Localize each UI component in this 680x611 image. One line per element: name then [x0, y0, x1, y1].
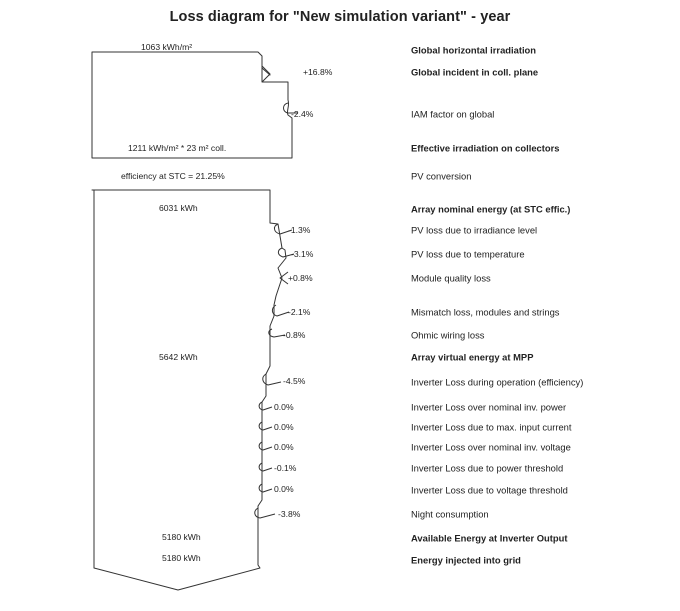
global-horizontal-value: 1063 kWh/m²	[141, 42, 193, 52]
label-iam-factor: IAM factor on global	[411, 108, 495, 120]
gain-arrow-module-quality	[280, 272, 288, 284]
loss-arrow-mismatch	[272, 305, 289, 316]
label-effective-irradiation: Effective irradiation on collectors	[411, 142, 560, 154]
label-global-horizontal: Global horizontal irradiation	[411, 44, 537, 56]
loss-arrow-inverter-voltage-threshold	[259, 484, 272, 492]
pct-irradiance-level: -1.3%	[288, 225, 311, 235]
loss-arrow-inverter-nominal-voltage	[259, 442, 272, 450]
label-module-quality-loss: Module quality loss	[411, 272, 491, 284]
label-inverter-nominal-voltage-loss: Inverter Loss over nominal inv. voltage	[411, 441, 571, 453]
pv-efficiency-text: efficiency at STC = 21.25%	[121, 171, 225, 181]
label-energy-injected: Energy injected into grid	[411, 554, 521, 566]
label-inverter-max-current-loss: Inverter Loss due to max. input current	[411, 421, 572, 433]
array-nominal-energy-value: 6031 kWh	[159, 203, 198, 213]
pct-inverter-voltage-threshold: 0.0%	[274, 484, 294, 494]
pct-temperature: -3.1%	[291, 249, 314, 259]
pct-inverter-operation: -4.5%	[283, 376, 306, 386]
label-available-energy: Available Energy at Inverter Output	[411, 532, 568, 544]
pct-inverter-nominal-voltage: 0.0%	[274, 442, 294, 452]
label-array-nominal-energy: Array nominal energy (at STC effic.)	[411, 203, 571, 215]
label-inverter-operation-loss: Inverter Loss during operation (efficiency)	[411, 376, 584, 388]
label-pv-conversion: PV conversion	[411, 170, 472, 182]
label-night-consumption: Night consumption	[411, 508, 489, 520]
pct-inverter-power-threshold: -0.1%	[274, 463, 297, 473]
pct-ohmic-wiring: -0.8%	[283, 330, 306, 340]
pct-mismatch: -2.1%	[288, 307, 311, 317]
loss-arrow-inverter-nominal-power	[259, 402, 272, 410]
label-inverter-power-threshold-loss: Inverter Loss due to power threshold	[411, 462, 564, 474]
label-inverter-nominal-power-loss: Inverter Loss over nominal inv. power	[411, 401, 567, 413]
label-ohmic-wiring-loss: Ohmic wiring loss	[411, 329, 485, 341]
array-virtual-energy-value: 5642 kWh	[159, 352, 198, 362]
energy-injected-value: 5180 kWh	[162, 553, 201, 563]
pct-night-consumption: -3.8%	[278, 509, 301, 519]
pct-global-incident: +16.8%	[303, 67, 333, 77]
label-temperature-loss: PV loss due to temperature	[411, 248, 525, 260]
label-inverter-voltage-threshold-loss: Inverter Loss due to voltage threshold	[411, 484, 568, 496]
label-global-incident: Global incident in coll. plane	[411, 66, 539, 78]
pct-inverter-max-current: 0.0%	[274, 422, 294, 432]
pct-iam-factor: -2.4%	[291, 109, 314, 119]
energy-ribbon-outline	[92, 190, 286, 590]
loss-arrow-inverter-max-current	[259, 422, 272, 430]
diagram-title: Loss diagram for "New simulation variant" - year	[169, 9, 511, 25]
label-irradiance-level-loss: PV loss due to irradiance level	[411, 224, 538, 236]
pct-module-quality: +0.8%	[288, 273, 313, 283]
label-array-virtual-energy: Array virtual energy at MPP	[411, 351, 534, 363]
available-energy-value: 5180 kWh	[162, 532, 201, 542]
effective-irradiation-value: 1211 kWh/m² * 23 m² coll.	[128, 143, 227, 153]
loss-arrow-inverter-power-threshold	[259, 463, 272, 471]
pct-inverter-nominal-power: 0.0%	[274, 402, 294, 412]
label-mismatch-loss: Mismatch loss, modules and strings	[411, 306, 560, 318]
